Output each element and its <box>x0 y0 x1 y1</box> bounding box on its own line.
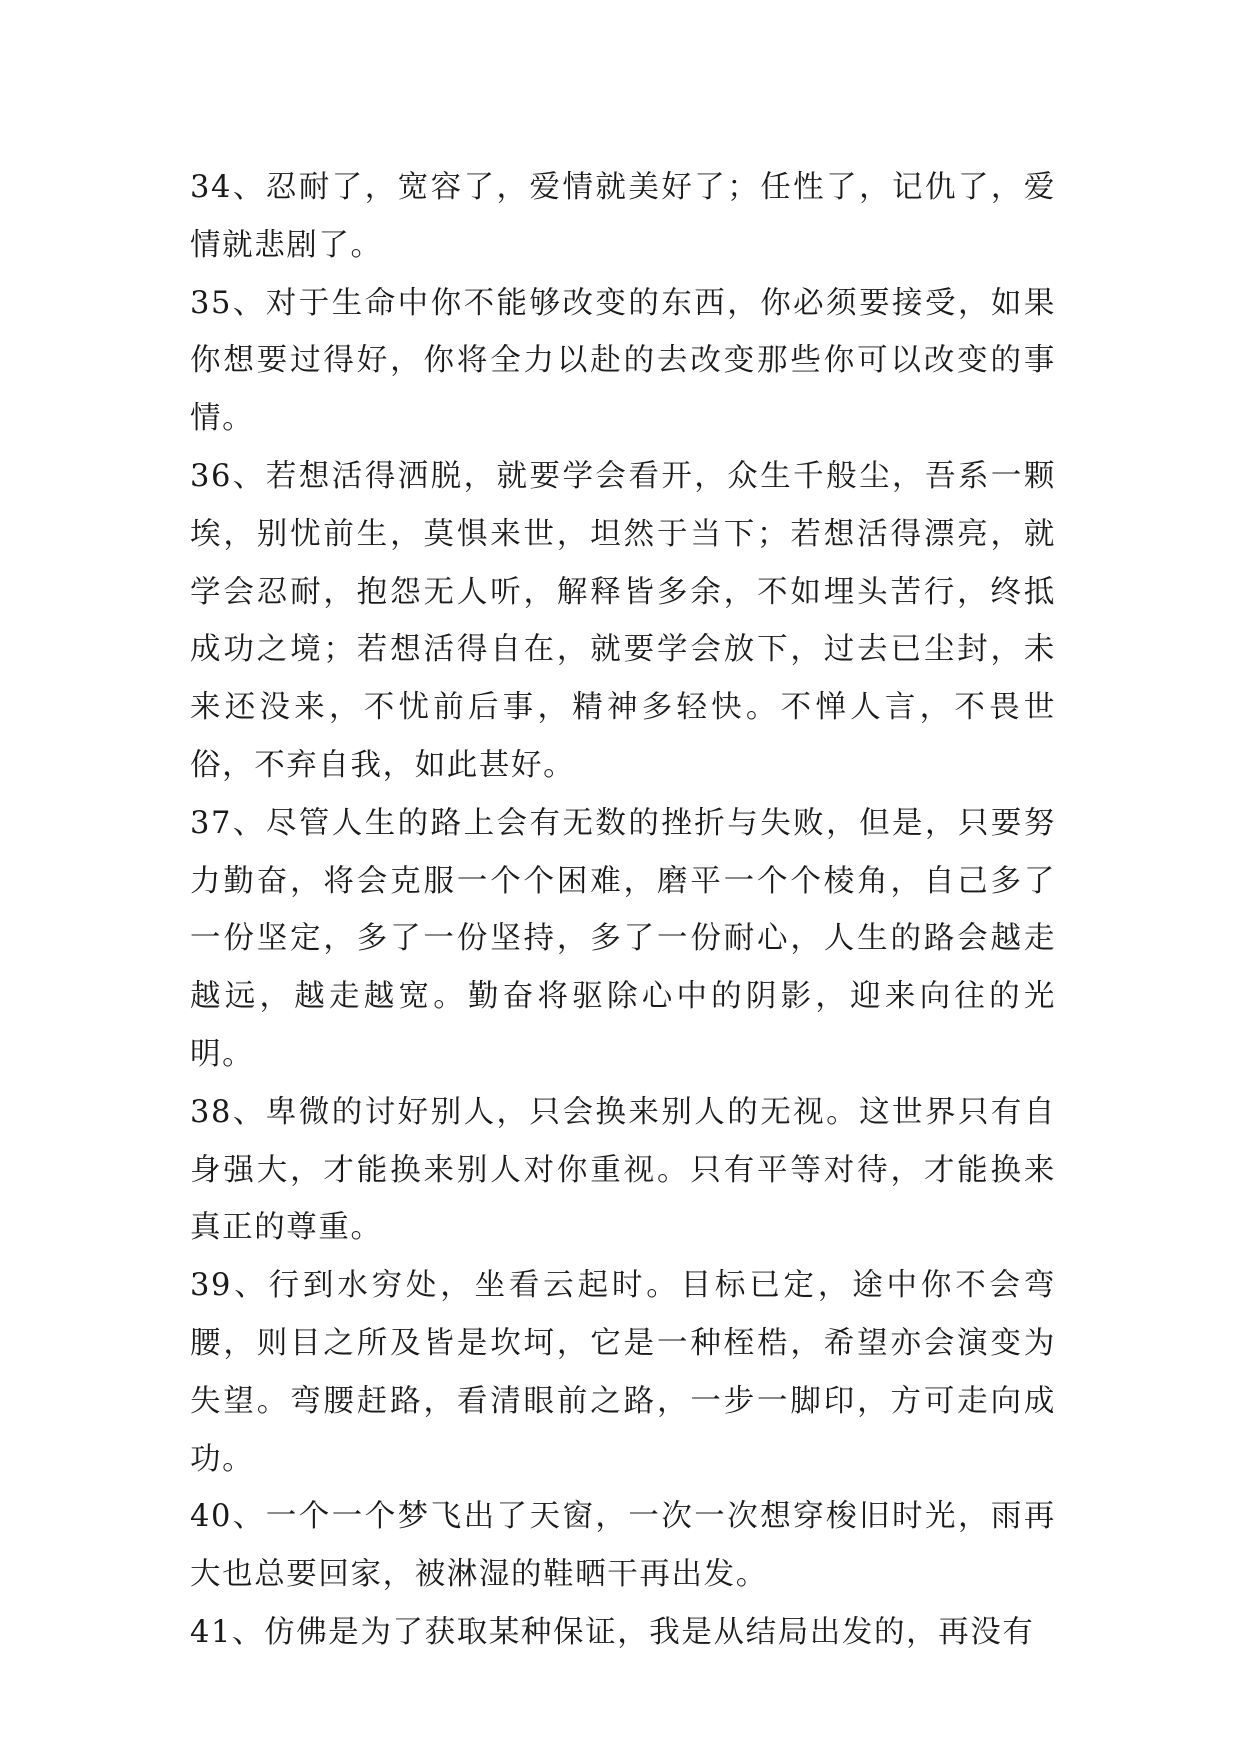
paragraph-39: 39、行到水穷处，坐看云起时。目标已定，途中你不会弯腰，则目之所及皆是坎坷，它是一种桎梏，希望亦会演变为失望。弯腰赶路，看清眼前之路，一步一脚印，方可走向成功。 <box>190 1268 1056 1477</box>
paragraph-34: 34、忍耐了，宽容了，爱情就美好了；任性了，记仇了，爱情就悲剧了。 <box>190 170 1056 263</box>
document-body <box>190 159 1056 1662</box>
paragraph-36: 36、若想活得洒脱，就要学会看开，众生千般尘，吾系一颗埃，别忧前生，莫惧来世，坦然于当下；若想活得漂亮，就学会忍耐，抱怨无人听，解释皆多余，不如埋头苦行，终抵成功之境；若想活得自在，就要学会放下，过去已尘封，未来还没来，不忧前后事，精神多轻快。不惮人言，不畏世俗，不弃自我，如此甚好。 <box>190 458 1056 783</box>
paragraph-35: 35、对于生命中你不能够改变的东西，你必须要接受，如果你想要过得好，你将全力以赴的去改变那些你可以改变的事情。 <box>190 285 1056 437</box>
paragraph-41: 41、仿佛是为了获取某种保证，我是从结局出发的，再没有 <box>190 1614 1035 1650</box>
paragraph-40: 40、一个一个梦飞出了天窗，一次一次想穿梭旧时光，雨再大也总要回家，被淋湿的鞋晒干再出发。 <box>190 1499 1056 1593</box>
paragraph-38: 38、卑微的讨好别人，只会换来别人的无视。这世界只有自身强大，才能换来别人对你重视。只有平等对待，才能换来真正的尊重。 <box>190 1094 1056 1246</box>
paragraph-37: 37、尽管人生的路上会有无数的挫折与失败，但是，只要努力勤奋，将会克服一个个困难，磨平一个个棱角，自己多了一份坚定，多了一份坚持，多了一份耐心，人生的路会越走越远，越走越宽。勤奋将驱除心中的阴影，迎来向往的光明。 <box>190 805 1056 1072</box>
